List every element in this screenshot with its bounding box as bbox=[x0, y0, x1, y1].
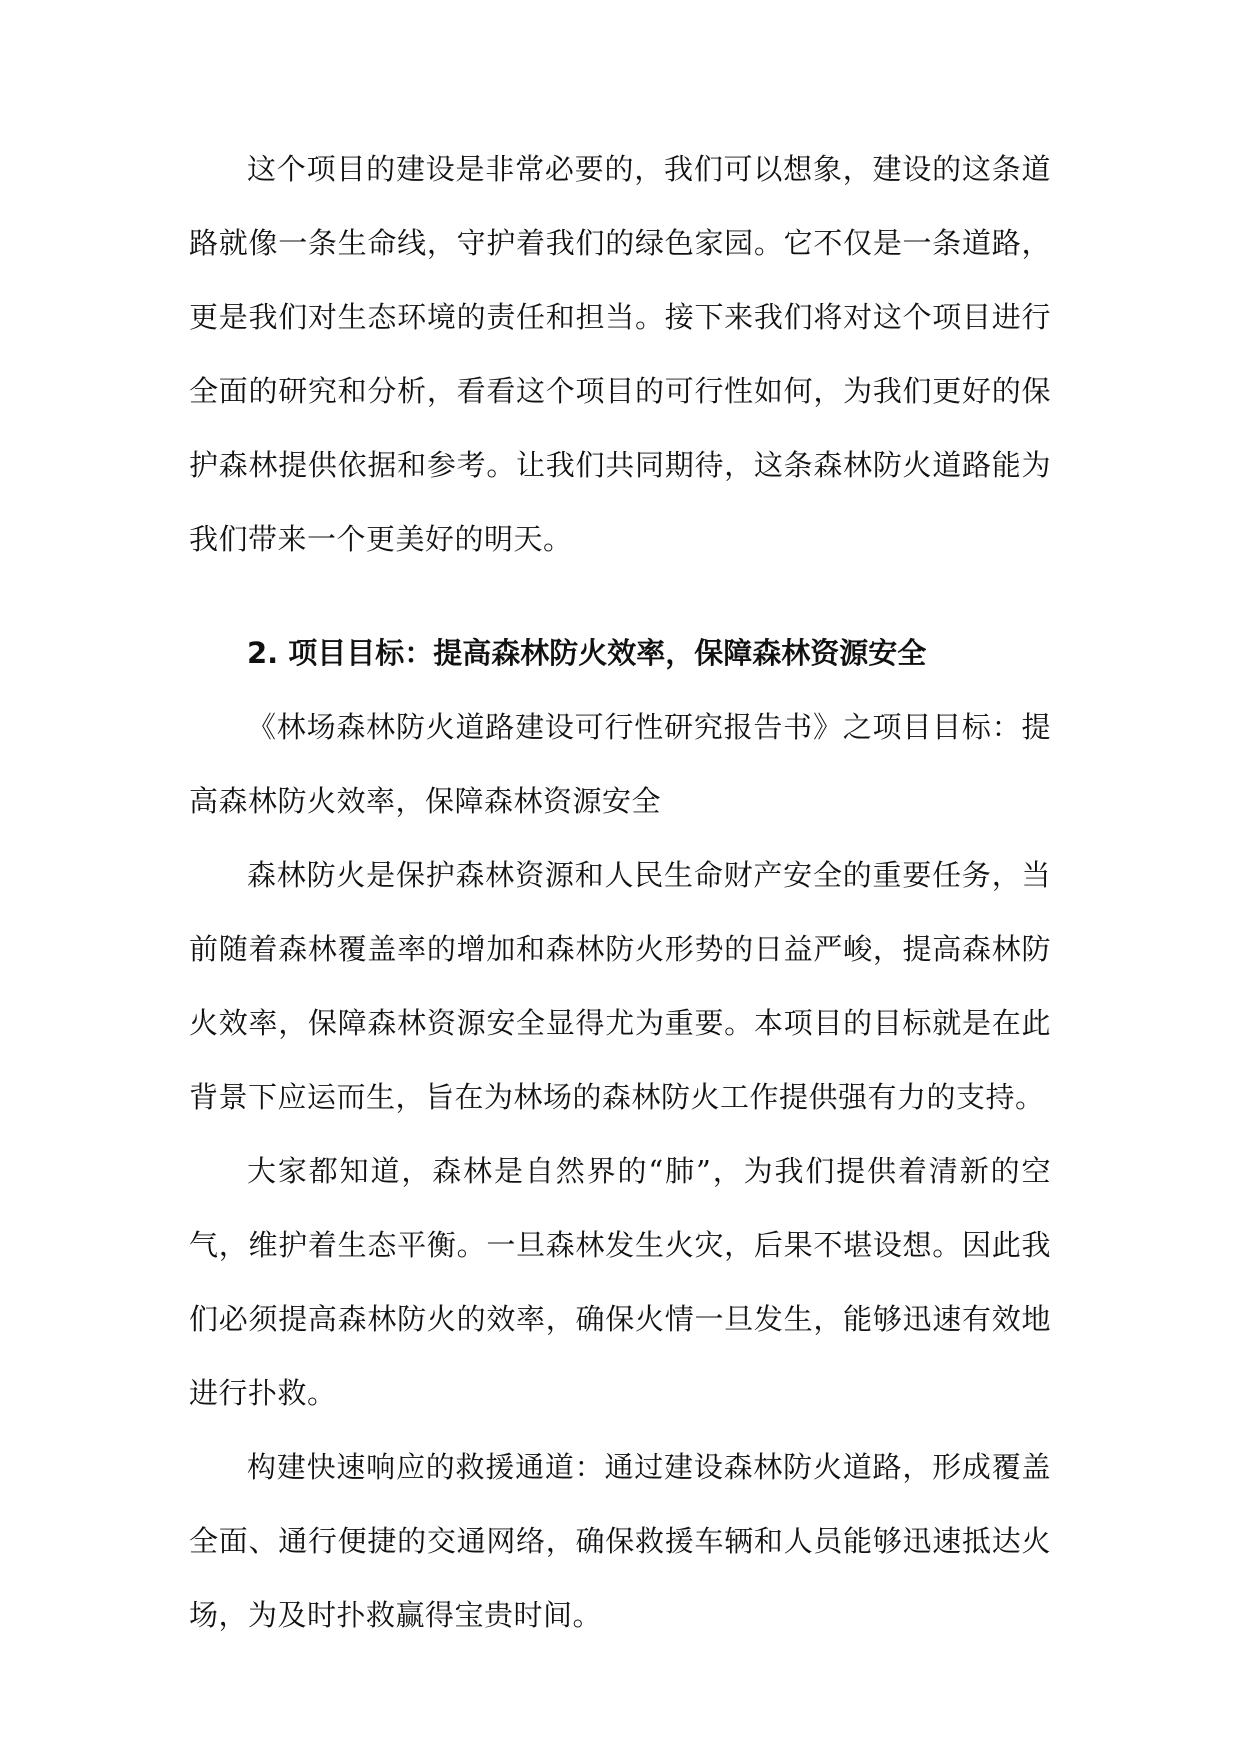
paragraph-background: 森林防火是保护森林资源和人民生命财产安全的重要任务，当前随着森林覆盖率的增加和森林防火形势的日益严峻，提高森林防火效率，保障森林资源安全显得尤为重要。本项目的目标就是在此背景下应运而生，旨在为林场的森林防火工作提供强有力的支持。 bbox=[189, 858, 1051, 1114]
paragraph-report-title: 《林场森林防火道路建设可行性研究报告书》之项目目标：提高森林防火效率，保障森林资源安全 bbox=[189, 710, 1051, 818]
document-body bbox=[189, 132, 1051, 1652]
section-heading: 2. 项目目标：提高森林防火效率，保障森林资源安全 bbox=[247, 636, 927, 670]
paragraph-intro: 这个项目的建设是非常必要的，我们可以想象，建设的这条道路就像一条生命线，守护着我们的绿色家园。它不仅是一条道路，更是我们对生态环境的责任和担当。接下来我们将对这个项目进行全面的研究和分析，看看这个项目的可行性如何，为我们更好的保护森林提供依据和参考。让我们共同期待，这条森林防火道路能为我们带来一个更美好的明天。 bbox=[189, 152, 1051, 556]
paragraph-rescue-channel: 构建快速响应的救援通道：通过建设森林防火道路，形成覆盖全面、通行便捷的交通网络，确保救援车辆和人员能够迅速抵达火场，为及时扑救赢得宝贵时间。 bbox=[189, 1450, 1051, 1632]
paragraph-forest-lung: 大家都知道，森林是自然界的“肺”，为我们提供着清新的空气，维护着生态平衡。一旦森林发生火灾，后果不堪设想。因此我们必须提高森林防火的效率，确保火情一旦发生，能够迅速有效地进行扑救。 bbox=[189, 1154, 1051, 1410]
